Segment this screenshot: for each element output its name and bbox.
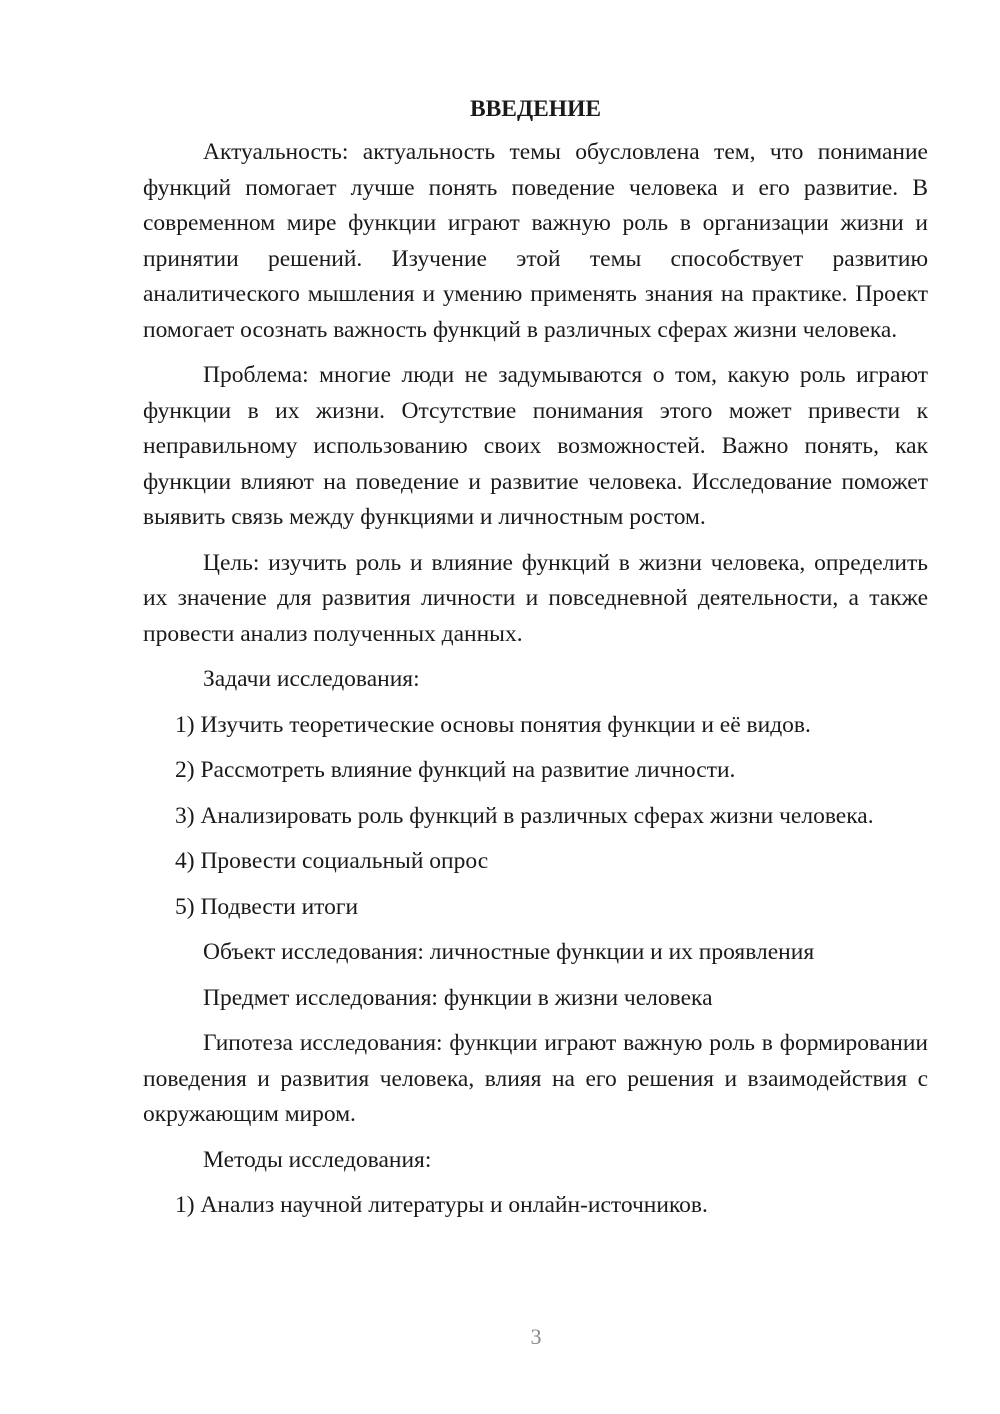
problem-paragraph: Проблема: многие люди не задумываются о том, какую роль играют функции в их жизни. Отсутствие понимания этого может привести к неправильному использованию своих возможностей. Важно понять, как функции влияют на поведение и развитие человека. Исследование поможет выявить связь между функциями и личностным ростом.: [143, 362, 928, 530]
list-item: 4) Провести социальный опрос: [175, 848, 489, 874]
page-content: [143, 92, 928, 1234]
relevance-paragraph: Актуальность: актуальность темы обусловлена тем, что понимание функций помогает лучше понять поведение человека и его развитие. В современном мире функции играют важную роль в организации жизни и принятии решений. Изучение этой темы способствует развитию аналитического мышления и умению применять знания на практике. Проект помогает осознать важность функций в различных сферах жизни человека.: [143, 139, 928, 343]
methods-heading: Методы исследования:: [203, 1146, 432, 1173]
hypothesis-paragraph: Гипотеза исследования: функции играют важную роль в формировании поведения и развития человека, влияя на его решения и взаимодействия с окружающим миром.: [143, 1030, 928, 1127]
list-item: 5) Подвести итоги: [175, 893, 359, 920]
goal-paragraph: Цель: изучить роль и влияние функций в жизни человека, определить их значение для развития личности и повседневной деятельности, а также провести анализ полученных данных.: [143, 549, 928, 647]
research-subject: Предмет исследования: функции в жизни человека: [203, 984, 713, 1011]
list-item: 3) Анализировать роль функций в различных сферах жизни человека.: [175, 802, 874, 829]
tasks-list: [143, 708, 928, 926]
list-item: 1) Анализ научной литературы и онлайн-источников.: [175, 1192, 708, 1218]
research-object: Объект исследования: личностные функции и их проявления: [203, 939, 815, 965]
list-item: 1) Изучить теоретические основы понятия функции и её видов.: [175, 711, 811, 738]
methods-list: [143, 1188, 928, 1224]
page-title: ВВЕДЕНИЕ: [469, 96, 602, 122]
tasks-heading: Задачи исследования:: [203, 666, 420, 692]
page-number: 3: [530, 1324, 542, 1349]
list-item: 2) Рассмотреть влияние функций на развитие личности.: [175, 757, 736, 783]
